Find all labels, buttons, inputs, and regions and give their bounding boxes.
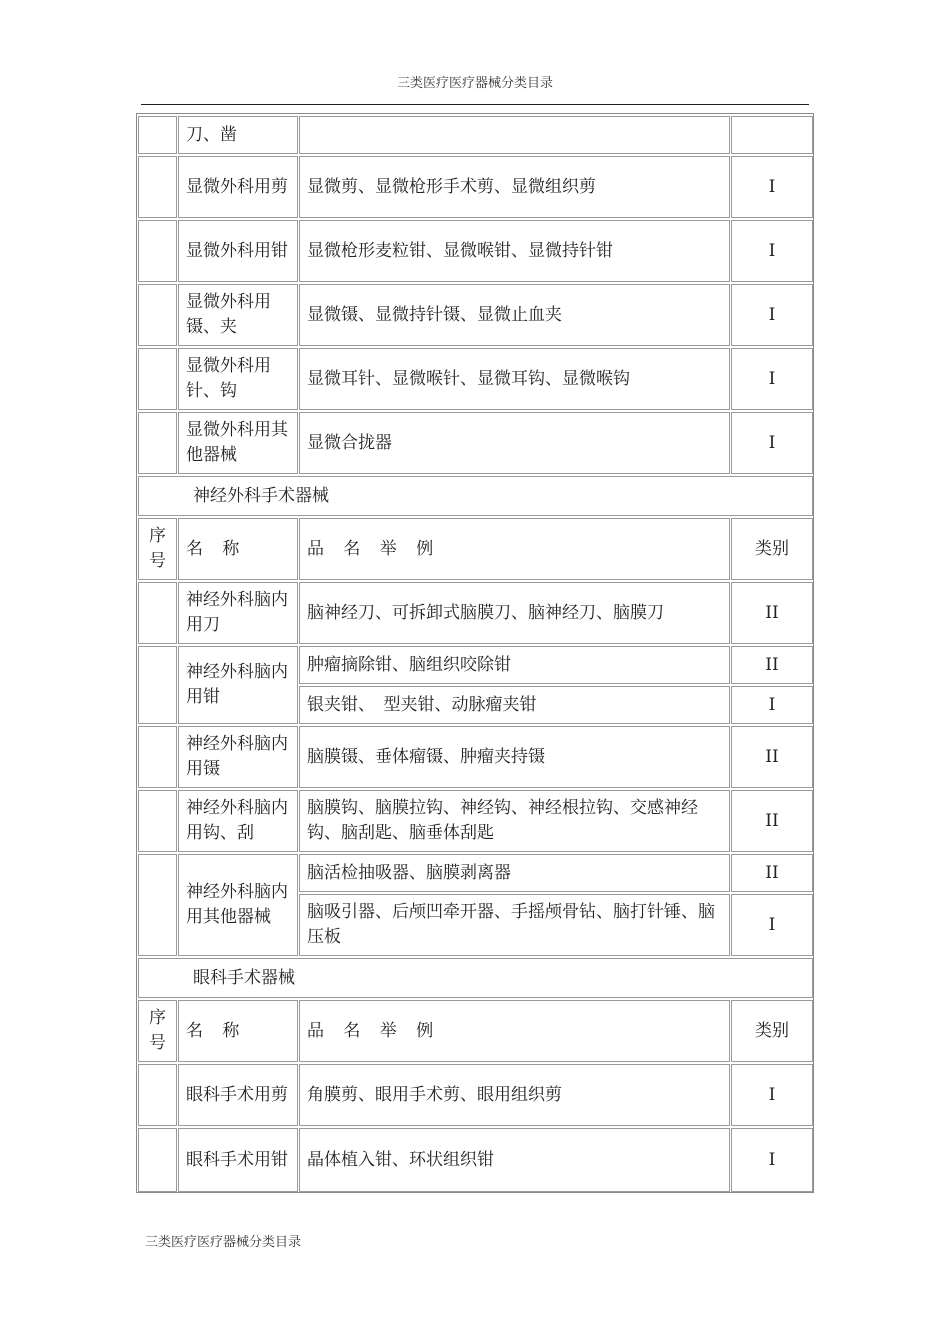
table-cell-examples: 脑膜钩、脑膜拉钩、神经钩、神经根拉钩、交感神经钩、脑刮匙、脑垂体刮匙 [299, 790, 730, 852]
table-cell-num [138, 284, 177, 346]
table-cell-category: II [731, 726, 813, 788]
table-cell-num [138, 116, 177, 154]
table-cell-name: 显微外科用镊、夹 [178, 284, 298, 346]
table-cell-examples: 显微剪、显微枪形手术剪、显微组织剪 [299, 156, 730, 218]
column-header-name: 名 称 [178, 1000, 298, 1062]
table-cell-num [138, 726, 177, 788]
column-header-name: 名 称 [178, 518, 298, 580]
table-cell-name: 神经外科脑内用刀 [178, 582, 298, 644]
table-cell-category [731, 116, 813, 154]
table-cell-num [138, 790, 177, 852]
table-cell-name: 显微外科用针、钩 [178, 348, 298, 410]
table-cell-examples: 角膜剪、眼用手术剪、眼用组织剪 [299, 1064, 730, 1126]
table-cell-category: II [731, 854, 813, 892]
column-header-category: 类别 [731, 518, 813, 580]
table-cell-examples: 显微镊、显微持针镊、显微止血夹 [299, 284, 730, 346]
table-cell-num [138, 854, 177, 956]
table-cell-examples: 肿瘤摘除钳、脑组织咬除钳 [299, 646, 730, 684]
table-cell-category: I [731, 1128, 813, 1192]
table-cell-examples: 晶体植入钳、环状组织钳 [299, 1128, 730, 1192]
table-cell-category: I [731, 348, 813, 410]
table-cell-examples: 脑膜镊、垂体瘤镊、肿瘤夹持镊 [299, 726, 730, 788]
table-cell-name: 眼科手术用剪 [178, 1064, 298, 1126]
device-classification-table [136, 113, 814, 1193]
column-header-num: 序号 [138, 518, 177, 580]
table-cell-examples: 显微耳针、显微喉针、显微耳钩、显微喉钩 [299, 348, 730, 410]
table-cell-category: I [731, 1064, 813, 1126]
column-header-examples: 品 名 举 例 [299, 1000, 730, 1062]
table-cell-name: 显微外科用剪 [178, 156, 298, 218]
table-cell-name: 神经外科脑内用其他器械 [178, 854, 298, 956]
table-cell-name: 神经外科脑内用钳 [178, 646, 298, 724]
column-header-num: 序号 [138, 1000, 177, 1062]
table-cell-num [138, 220, 177, 282]
table-cell-num [138, 582, 177, 644]
header-rule [141, 104, 809, 105]
section-title: 神经外科手术器械 [138, 476, 813, 516]
column-header-examples: 品 名 举 例 [299, 518, 730, 580]
table-cell-category: I [731, 156, 813, 218]
table-cell-name: 显微外科用钳 [178, 220, 298, 282]
column-header-category: 类别 [731, 1000, 813, 1062]
table-cell-category: II [731, 582, 813, 644]
table-cell-num [138, 348, 177, 410]
section-title: 眼科手术器械 [138, 958, 813, 998]
table-cell-num [138, 1064, 177, 1126]
table-cell-num [138, 412, 177, 474]
table-cell-examples: 显微枪形麦粒钳、显微喉钳、显微持针钳 [299, 220, 730, 282]
table-cell-examples: 脑活检抽吸器、脑膜剥离器 [299, 854, 730, 892]
table-cell-category: I [731, 220, 813, 282]
table-cell-examples: 脑吸引器、后颅凹牵开器、手摇颅骨钻、脑打针锤、脑压板 [299, 894, 730, 956]
table-cell-name: 显微外科用其他器械 [178, 412, 298, 474]
table-cell-name: 神经外科脑内用钩、刮 [178, 790, 298, 852]
table-cell-name: 神经外科脑内用镊 [178, 726, 298, 788]
table-cell-examples: 银夹钳、 型夹钳、动脉瘤夹钳 [299, 686, 730, 724]
table-cell-examples [299, 116, 730, 154]
table-cell-num [138, 156, 177, 218]
table-cell-examples: 显微合拢器 [299, 412, 730, 474]
page-header: 三类医疗医疗器械分类目录 [396, 76, 553, 91]
table-cell-num [138, 1128, 177, 1192]
table-cell-category: II [731, 646, 813, 684]
table-cell-name: 眼科手术用钳 [178, 1128, 298, 1192]
table-cell-category: I [731, 412, 813, 474]
table-cell-category: II [731, 790, 813, 852]
table-cell-num [138, 646, 177, 724]
table-cell-category: I [731, 686, 813, 724]
table-cell-category: I [731, 284, 813, 346]
table-cell-category: I [731, 894, 813, 956]
page-footer: 三类医疗医疗器械分类目录 [145, 1235, 302, 1250]
table-cell-examples: 脑神经刀、可拆卸式脑膜刀、脑神经刀、脑膜刀 [299, 582, 730, 644]
table-cell-name: 刀、凿 [178, 116, 298, 154]
